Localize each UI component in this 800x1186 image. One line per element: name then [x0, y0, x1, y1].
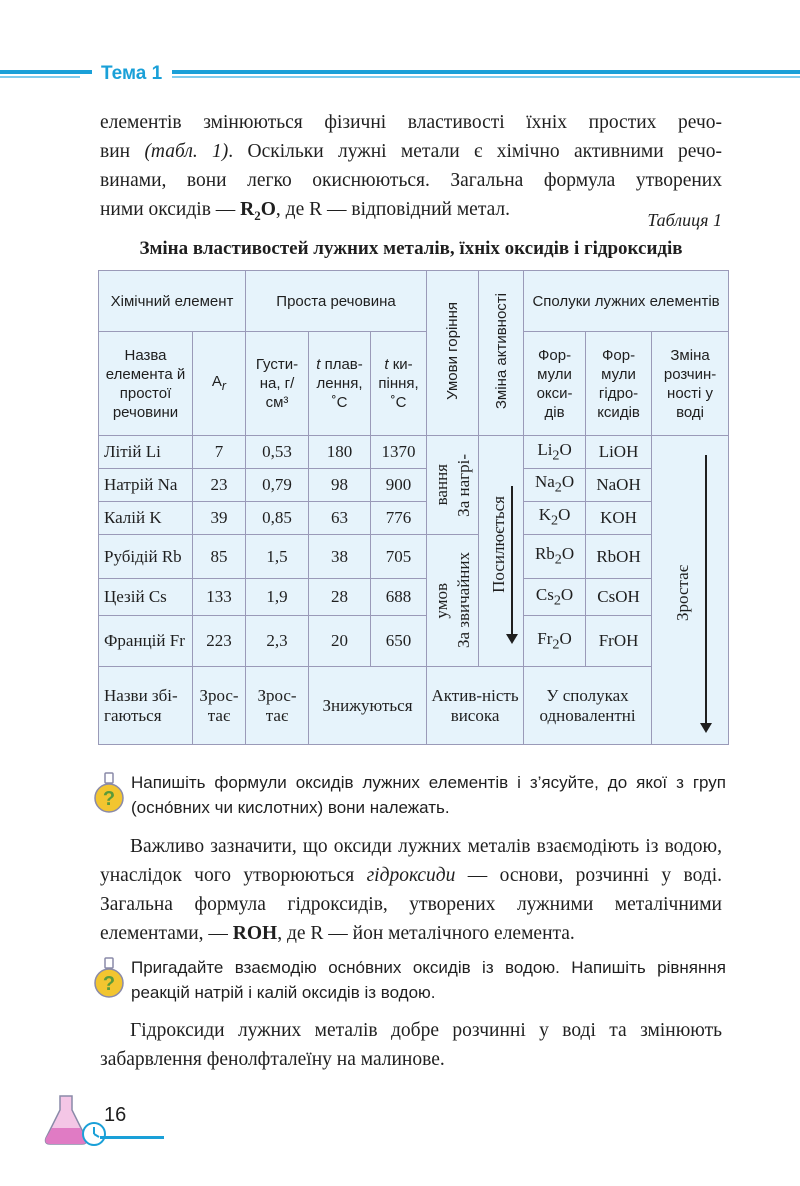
header-boiling: t ки-піння, ˚С: [371, 332, 427, 436]
table-row: Францій Fr 223 2,3 20 650 $Fr_2O$ FrOH: [99, 616, 729, 667]
alkali-metals-table: [98, 270, 729, 745]
table-row: Літій Li 7 0,53 180 1370 За нагрі- вання Посилюється $Li_2O$ LiOH Зростає: [99, 436, 729, 469]
paragraph-3: Гідроксиди лужних металів добре розчинні у воді та змінюють забарвлення фенолфталеїну на малинове.: [100, 1020, 722, 1070]
question-1: ? Напишіть формули оксидів лужних елементів і з’ясуйте, до якої з груп (осно́вних чи кислотних) вони належать.: [94, 770, 726, 820]
header-line-right: [172, 70, 800, 74]
table-row: Назви збі-гаються Зрос-тає Зрос-тає Знижуються Актив-ність висока У сполуках одновалентні: [99, 667, 729, 745]
burn-heating-cell: За нагрі- вання: [427, 436, 479, 534]
header-simple-substance: Проста речовина: [246, 271, 427, 332]
header-activity: Зміна активності: [479, 271, 524, 436]
table-row: Цезій Cs 133 1,9 28 688 $Cs_2O$ CsOH: [99, 579, 729, 616]
header-ar: $A_r$: [193, 332, 246, 436]
chapter-title: Тема 1: [101, 63, 163, 84]
header-line-left: [0, 70, 92, 74]
oxide-formula: $R_2O$: [240, 199, 276, 223]
svg-text:?: ?: [102, 788, 116, 810]
question-flask-icon: [94, 957, 124, 1001]
footer-line: [100, 1136, 164, 1139]
header-density: Густи-на, г/см³: [246, 332, 309, 436]
table-title: Зміна властивостей лужних металів, їхніх оксидів і гідроксидів: [139, 238, 683, 259]
table-row: Калій K 39 0,85 63 776 $K_2O$ KOH: [99, 501, 729, 534]
table-row: Натрій Na 23 0,79 98 900 $Na_2O$ NaOH: [99, 469, 729, 502]
page-number: 16: [104, 1104, 127, 1126]
svg-text:?: ?: [102, 973, 116, 995]
header-burning: Умови горіння: [427, 271, 479, 436]
header-hydroxide: Фор-мули гідро-ксидів: [586, 332, 652, 436]
paragraph-1: елементів змінюються фізичні властивості їхніх простих речо- вин (табл. 1). Оскільки лужні метали є хімічно активними речо- винами, вони легко окиснюються. Загальна формула утворених ними оксидів — $R_2O$, де R — відповідний метал.: [100, 112, 722, 223]
header-line-left-thin: [0, 76, 80, 78]
paragraph-2: Важливо зазначити, що оксиди лужних металів взаємодіють із водою, унаслідок чого утворюються гідроксиди — основи, розчинні у воді. Загальна формула гідроксидів, утворених лужними металічними елементами, — ROH, де R — йон металічного елемента.: [100, 836, 722, 944]
header-solubility: Зміна розчин-ності у воді: [652, 332, 729, 436]
question-2: ? Пригадайте взаємодію осно́вних оксидів із водою. Напишіть рівняння реакцій натрій і калій оксидів із водою.: [94, 955, 726, 1005]
arrow-down-icon: [705, 455, 707, 725]
page-header: [0, 60, 800, 86]
header-compounds: Сполуки лужних елементів: [524, 271, 729, 332]
header-oxide: Фор-мули окси-дів: [524, 332, 586, 436]
header-line-right-thin: [172, 76, 800, 78]
arrow-down-icon: [511, 486, 513, 636]
table-row: Рубідій Rb 85 1,5 38 705 За звичайних умов $Rb_2O$ RbOH: [99, 534, 729, 579]
table-number: Таблиця 1: [647, 210, 722, 230]
header-element: Хімічний елемент: [99, 271, 246, 332]
table-reference: (табл. 1): [144, 141, 229, 162]
header-melting: t плав-лення, ˚С: [309, 332, 371, 436]
flask-clock-logo-icon: [42, 1090, 242, 1150]
solubility-cell: Зростає: [652, 436, 729, 745]
activity-cell: Посилюється: [479, 436, 524, 667]
header-name: Назва елемента й простої речовини: [99, 332, 193, 436]
burn-normal-cell: За звичайних умов: [427, 534, 479, 667]
question-flask-icon: [94, 772, 124, 816]
